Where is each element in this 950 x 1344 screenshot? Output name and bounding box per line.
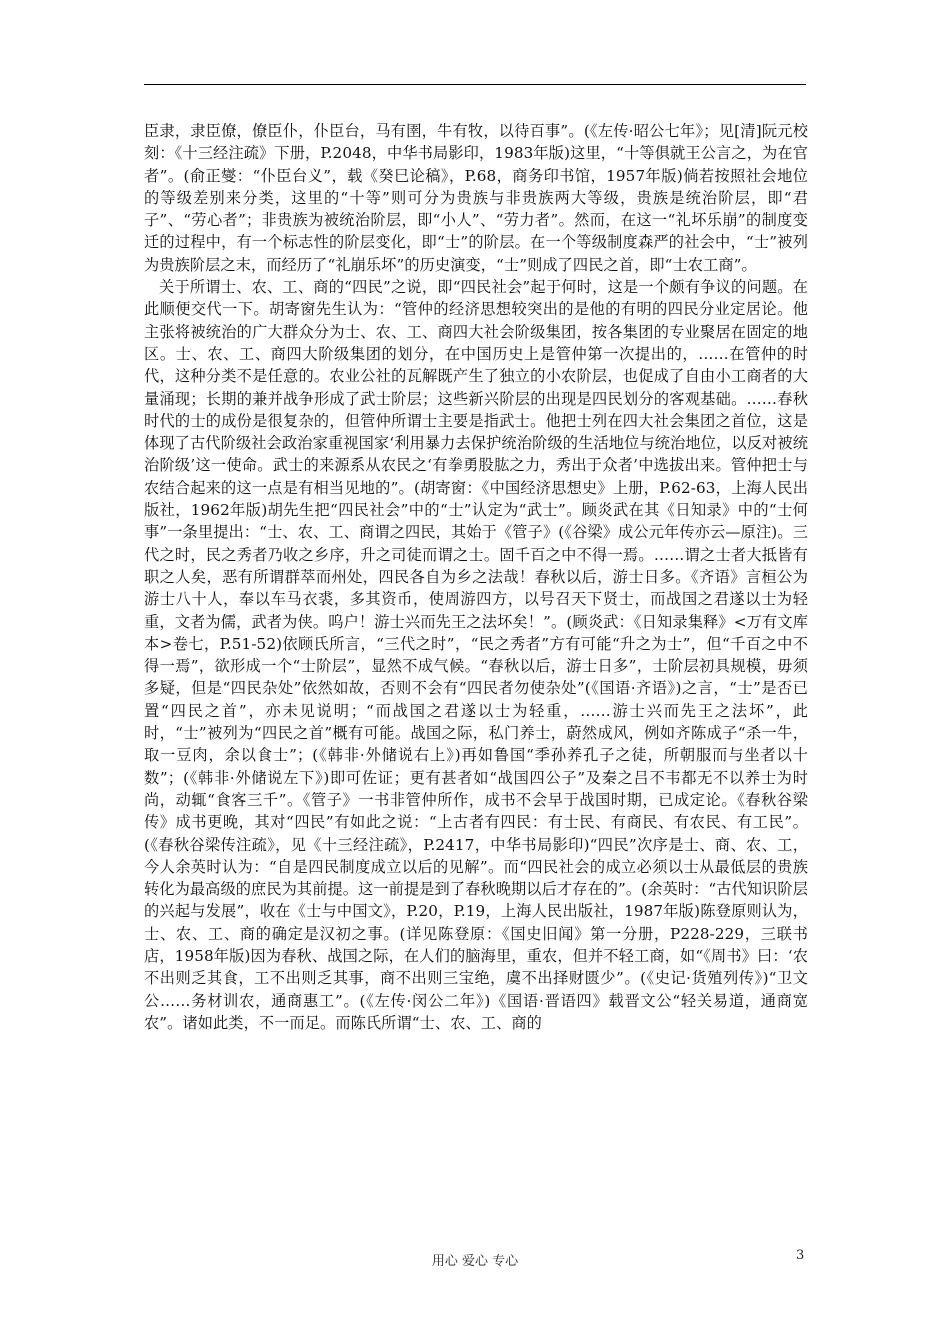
- document-body: [144, 120, 808, 1034]
- footer-slogan: 用心 爱心 专心: [431, 1254, 519, 1269]
- paragraph-2: 关于所谓士、农、工、商的“四民”之说，即“四民社会”起于何时，这是一个颇有争议的问题。在此顺便交代一下。胡寄窗先生认为：“管仲的经济思想较突出的是他的有明的四民分业定居论。他主张将被统治的广大群众分为士、农、工、商四大社会阶级集团，按各集团的专业聚居在固定的地区。士、农、工、商四大阶级集团的划分，在中国历史上是管仲第一次提出的，……在管仲的时代，这种分类不是任意的。农业公社的瓦解既产生了独立的小农阶层，也促成了自由小工商者的大量涌现；长期的兼并战争形成了武士阶层；这些新兴阶层的出现是四民划分的客观基础。……春秋时代的士的成份是很复杂的，但管仲所谓士主要是指武士。他把士列在四大社会集团之首位，这是体现了古代阶级社会政治家重视国家‘利用暴力去保护统治阶级的生活地位与统治地位，以反对被统治阶级’这一使命。武士的来源系从农民之‘有拳勇股肱之力，秀出于众者’中选拔出来。管仲把士与农结合起来的这一点是有相当见地的”。(胡寄窗：《中国经济思想史》上册，P.62-63，上海人民出版社，1962年版)胡先生把“四民社会”中的“士”认定为“武士”。顾炎武在其《日知录》中的“士何事”一条里提出：“士、农、工、商谓之四民，其始于《管子》(《谷梁》成公元年传亦云—原注)。三代之时，民之秀者乃收之乡序，升之司徒而谓之士。固千百之中不得一焉。……谓之士者大抵皆有职之人矣，恶有所谓群萃而州处，四民各自为乡之法哉！春秋以后，游士日多。《齐语》言桓公为游士八十人，奉以车马衣裘，多其资币，使周游四方，以号召天下贤士，而战国之君遂以士为轻重，文者为儒，武者为侠。呜户！游士兴而先王之法坏矣！”。(顾炎武：《日知录集释》<万有文库本>卷七，P.51-52)依顾氏所言，“三代之时”，“民之秀者”方有可能“升之为士”，但“千百之中不得一焉”，欲形成一个“士阶层”，显然不成气候。“春秋以后，游士日多”，士阶层初具规模，毋须多疑，但是“四民杂处”依然如故，否则不会有“四民者勿使杂处”(《国语·齐语》)之言，“士”是否已置“四民之首”，亦未见说明；“而战国之君遂以士为轻重，……游士兴而先王之法坏”，此时，“士”被列为“四民之首”概有可能。战国之际，私门养士，蔚然成风，例如齐陈成子“杀一牛，取一豆肉，余以食士”；(《韩非·外储说右上》)再如鲁国“季孙养孔子之徒，所朝服而与坐者以十数”；(《韩非·外储说左下》)即可佐证；更有甚者如“战国四公子”及秦之吕不韦都无不以养士为时尚，动辄“食客三千”。《管子》一书非管仲所作，成书不会早于战国时期，已成定论。《春秋谷梁传》成书更晚，其对“四民”有如此之说：“上古者有四民：有士民、有商民、有农民、有工民”。(《春秋谷梁传注疏》，见《十三经注疏》，P.2417，中华书局影印)“四民”次序是士、商、农、工，今人余英时认为：“自是四民制度成立以后的见解”。而“四民社会的成立必须以士从最低层的贵族转化为最高级的庶民为其前提。这一前提是到了春秋晚期以后才存在的”。(余英时：“古代知识阶层的兴起与发展”，收在《士与中国文》，P.20，P.19，上海人民出版社，1987年版)陈登原则认为，士、农、工、商的确定是汉初之事。(详见陈登原：《国史旧闻》第一分册，P228-229，三联书店，1958年版)因为春秋、战国之际，在人们的脑海里，重农，但并不轻工商，如“《周书》曰：‘农不出则乏其食，工不出则乏其事，商不出则三宝绝，虞不出择财匮少”。(《史记·货殖列传》)“卫文公……务材训农，通商惠工”。(《左传·闵公二年》)《国语·晋语四》载晋文公“轻关易道，通商宽农”。诸如此类，不一而足。而陈氏所谓“士、农、工、商的: [144, 278, 808, 1032]
- page-number: 3: [796, 1248, 805, 1263]
- header-rule: [144, 84, 806, 85]
- paragraph-1: 臣隶，隶臣僚，僚臣仆，仆臣台，马有圉，牛有牧，以待百事”。(《左传·昭公七年》；见[清]阮元校刻：《十三经注疏》下册，P.2048，中华书局影印，1983年版)这里，“十等俱就王公言之，为在官者”。(俞正燮：“仆臣台义”，载《癸巳论稿》，P.68，商务印书馆，1957年版)倘若按照社会地位的等级差别来分类，这里的“十等”则可分为贵族与非贵族两大等级，贵族是统治阶层，即“君子”、“劳心者”；非贵族为被统治阶层，即“小人”、“劳力者”。然而，在这一“礼坏乐崩”的制度变迁的过程中，有一个标志性的阶层变化，即“士”的阶层。在一个等级制度森严的社会中，“士”被列为贵族阶层之末，而经历了“礼崩乐坏”的历史演变，“士”则成了四民之首，即“士农工商”。: [144, 122, 808, 274]
